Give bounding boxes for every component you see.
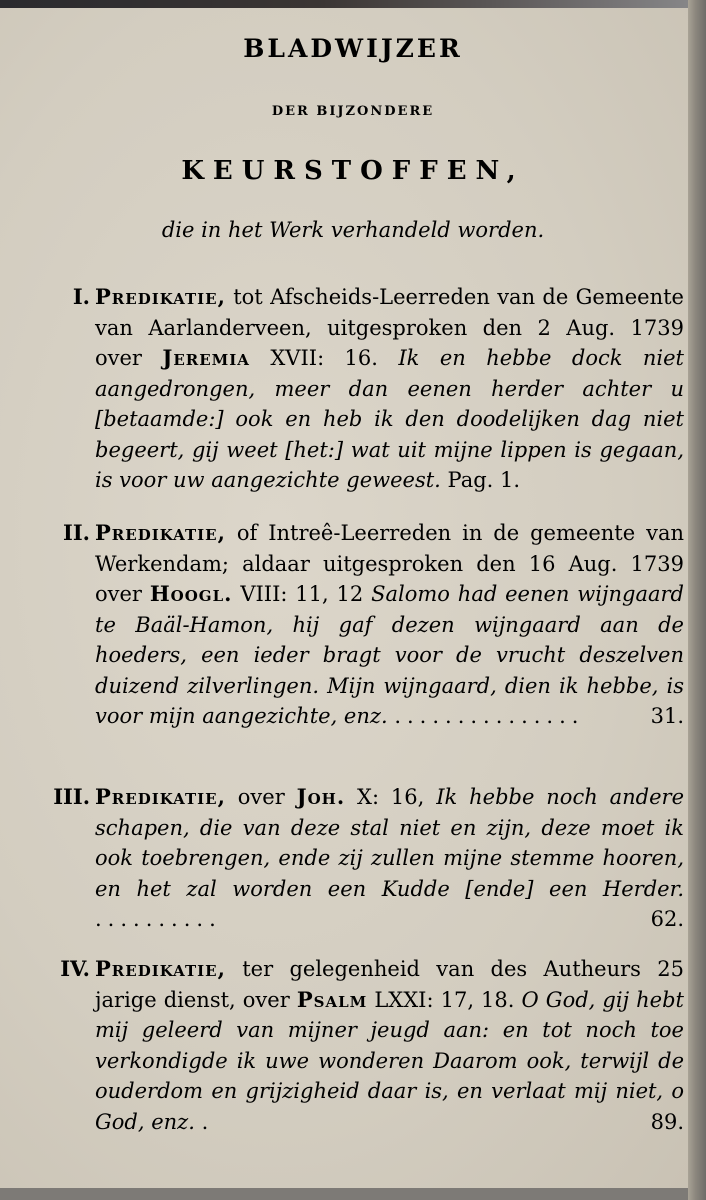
entry-leader-dots: .	[201, 1109, 215, 1134]
entry-scripture-ref: Jeremia	[162, 345, 250, 370]
entry-page-number: 62.	[650, 907, 684, 931]
index-entry-4	[44, 954, 684, 1137]
entry-page-number: Pag. 1.	[447, 468, 521, 492]
entry-text: over	[225, 785, 297, 809]
entry-verse: LXXI: 17, 18.	[367, 987, 522, 1012]
entry-numeral: II.	[63, 520, 90, 545]
entry-numeral: III.	[53, 784, 90, 809]
entry-scripture-ref: Hoogl.	[149, 581, 233, 606]
page-title: BLADWIJZER	[243, 34, 463, 63]
entry-leader-dots: ...............	[394, 704, 585, 728]
entry-label: Predikatie,	[95, 284, 226, 309]
index-entry-1	[44, 282, 684, 496]
page-subtitle: DER BIJZONDERE	[271, 104, 435, 119]
entry-label: Predikatie,	[95, 784, 226, 809]
page-tagline: die in het Werk verhandeld worden.	[161, 218, 545, 242]
entry-quote: Ik en hebbe dock niet aangedrongen, meer dan eenen herder achter u [betaamde:] ook en heb ik den doodelijken dag niet begeert, gij weet [het:] wat uit mijne lippen is gegaan, is voor uw aangezichte geweest.	[95, 346, 684, 492]
index-entry-2	[44, 518, 684, 732]
entry-verse: VIII: 11, 12	[232, 582, 372, 606]
entry-page-number: 89.	[650, 1109, 684, 1134]
entry-verse: X: 16,	[345, 785, 437, 809]
index-entry-3	[44, 782, 684, 935]
entry-leader-dots: ..........	[95, 907, 222, 931]
entry-verse: XVII: 16.	[249, 346, 399, 370]
entry-page-number: 31.	[650, 704, 684, 728]
entry-text: ter gelegenheid van des Autheurs 25 jarige dienst, over	[95, 957, 684, 1012]
entry-numeral: IV.	[60, 956, 90, 981]
page-heading: KEURSTOFFEN,	[181, 156, 525, 186]
entry-quote: O God, gij hebt mij geleerd van mijner jeugd aan: en tot noch toe verkondigde ik uwe wonderen Daarom ook, terwijl de ouderdom en grijzigheid daar is, en verlaat mij niet, o God, enz.	[95, 987, 684, 1134]
entry-scripture-ref: Joh.	[296, 784, 346, 809]
entry-quote: Salomo had eenen wijngaard te Baäl-Hamon, hij gaf dezen wijngaard aan de hoeders, een ieder bragt voor de vrucht deszelven duizend zilverlingen. Mijn wijngaard, dien ik hebbe, is voor mijn aangezichte, enz.	[95, 582, 684, 728]
entry-text: tot Afscheids-Leerreden van de Gemeente van Aarlanderveen, uitgesproken den 2 Aug. 1739 over	[95, 285, 684, 370]
entry-text: of Intreê-Leerreden in de gemeente van Werkendam; aldaar uitgesproken den 16 Aug. 1739 over	[95, 521, 684, 606]
entry-quote: Ik hebbe noch andere schapen, die van deze stal niet en zijn, deze moet ik ook toebrengen, ende zij zullen mijne stemme hooren, en het zal worden een Kudde [ende] een Herder.	[95, 785, 684, 901]
entry-scripture-ref: Psalm	[296, 986, 368, 1012]
entry-numeral: I.	[72, 284, 90, 309]
entry-label: Predikatie,	[95, 520, 226, 545]
entry-label: Predikatie,	[95, 956, 226, 981]
